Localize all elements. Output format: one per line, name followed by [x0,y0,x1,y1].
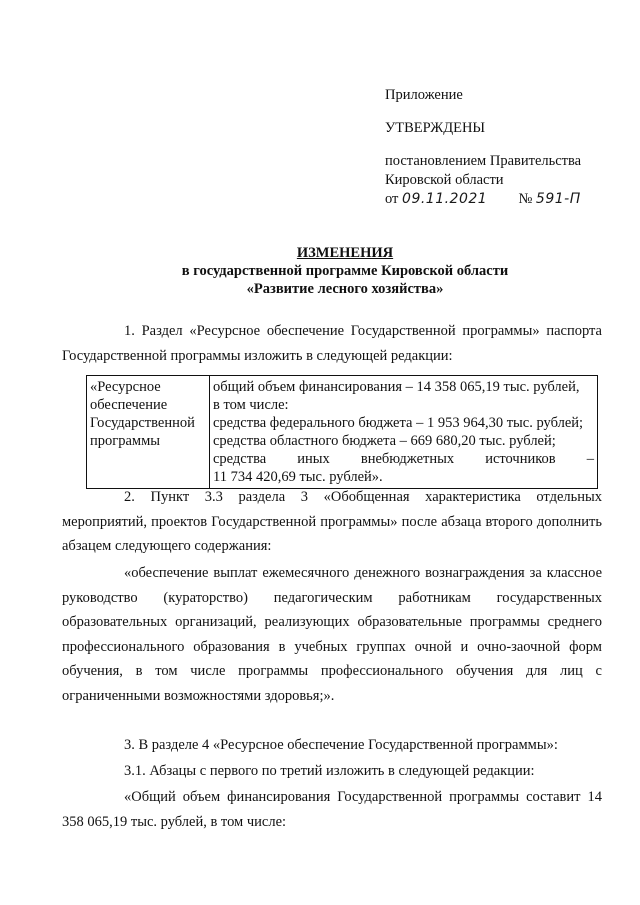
table-line: общий объем финансирования – 14 358 065,19 тыс. рублей, [213,379,580,395]
item-3-quote-paragraph: «Общий объем финансирования Государственной программы составит 14 358 065,19 тыс. рублей, в том числе: [62,789,602,830]
date-number-line [385,190,625,209]
table-value-cell [210,376,598,489]
table-label-cell: «Ресурсное обеспечение Государственной программы [87,376,210,489]
handwritten-number: 591-П [535,191,581,207]
item-2-paragraph: 2. Пункт 3.3 раздела 3 «Обобщенная характеристика отдельных мероприятий, проектов Государственной программы» после абзаца второго дополнить абзацем следующего содержания: [62,489,602,554]
table-row [87,376,598,489]
document-title [60,244,630,298]
table-line: средства федерального бюджета – 1 953 964,30 тыс. рублей; [213,415,584,431]
date-prefix: от [385,191,399,207]
title-line-2: в государственной программе Кировской области [181,263,509,279]
resource-table [86,375,598,489]
number-prefix: № [518,191,533,207]
table-line: средства иных внебюджетных источников – [213,451,594,467]
decree-line-1: постановлением Правительства [385,153,582,169]
table-line: средства областного бюджета – 669 680,20 тыс. рублей; [213,433,556,449]
table-line: 11 734 420,69 тыс. рублей». [213,469,383,485]
approval-block [385,86,625,209]
quote-paragraph: «обеспечение выплат ежемесячного денежного вознаграждения за классное руководство (кураторство) педагогическим работникам государственных образовательных организаций, реализующих образовательные программы среднего профессионального образования в учебных группах очной и очно-заочной форм обучения, в том числе программы профессионального обучения для лиц с ограниченными возможностями здоровья;». [62,565,602,704]
item-3-paragraph: 3. В разделе 4 «Ресурсное обеспечение Государственной программы»: [124,737,558,753]
table-line: в том числе: [213,397,289,413]
handwritten-date: 09.11.2021 [402,191,488,207]
title-main: ИЗМЕНЕНИЯ [296,245,394,261]
item-1-paragraph: 1. Раздел «Ресурсное обеспечение Государственной программы» паспорта Государственной программы изложить в следующей редакции: [62,323,602,364]
decree-line-2: Кировской области [385,172,504,188]
approved-label: УТВЕРЖДЕНЫ [385,120,486,136]
appendix-label: Приложение [385,87,463,103]
item-3-1-paragraph: 3.1. Абзацы с первого по третий изложить в следующей редакции: [124,763,535,779]
title-line-3: «Развитие лесного хозяйства» [246,281,444,297]
